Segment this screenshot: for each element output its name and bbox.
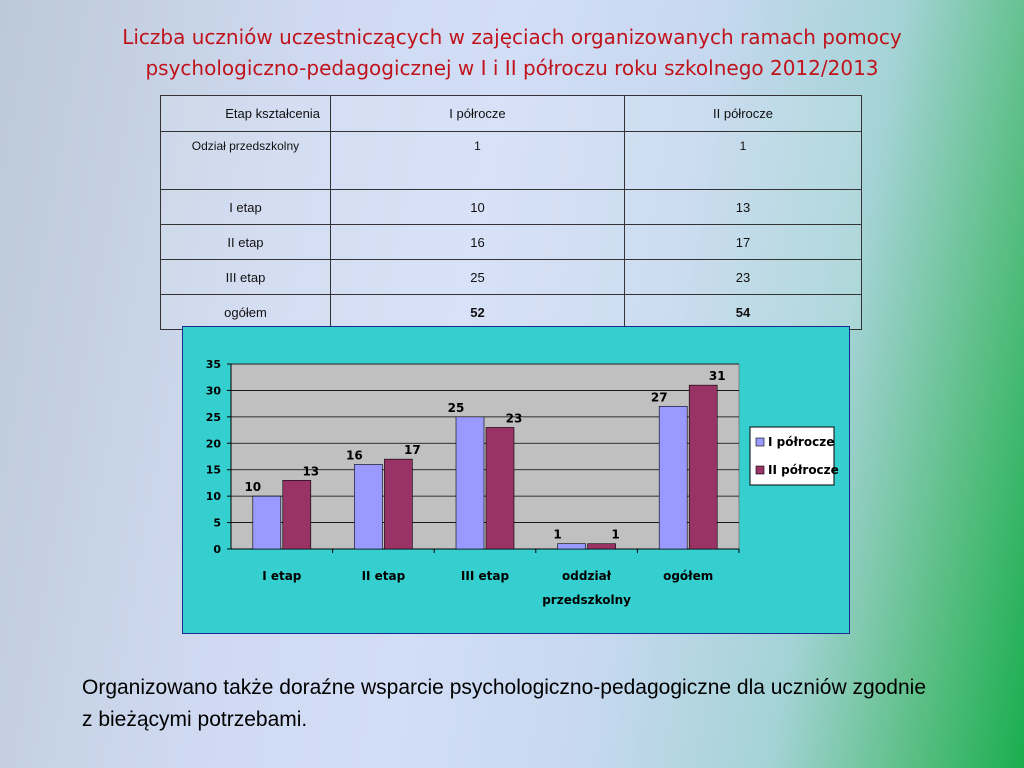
table-header-row <box>161 96 862 132</box>
legend-label: II półrocze <box>768 463 839 477</box>
row-label: Odział przedszkolny <box>161 132 331 190</box>
y-tick-label: 25 <box>205 410 221 424</box>
bar-ii-polrocze <box>486 427 514 549</box>
table-row <box>161 225 862 260</box>
bar-ii-polrocze <box>588 544 616 549</box>
bar-i-polrocze <box>253 496 281 549</box>
y-tick-label: 35 <box>205 358 221 371</box>
row-label: III etap <box>161 260 331 295</box>
chart-container <box>182 326 850 634</box>
x-tick-label: I etap <box>262 569 302 583</box>
y-tick-label: 5 <box>213 516 221 530</box>
row-label: ogółem <box>161 295 331 330</box>
row-value-ii: 23 <box>625 260 862 295</box>
y-tick-label: 15 <box>205 463 221 477</box>
bar-ii-polrocze <box>283 480 311 549</box>
data-label: 23 <box>505 411 523 426</box>
slide-title: Liczba uczniów uczestniczących w zajęciach organizowanych ramach pomocy psychologiczno-pedagogicznej w I i II półroczu roku szkolnego 2012/2013 <box>122 25 902 80</box>
bar-chart <box>183 327 849 633</box>
x-tick-label: przedszkolny <box>542 593 631 607</box>
y-tick-label: 10 <box>205 490 221 504</box>
row-value-ii: 13 <box>625 190 862 225</box>
y-tick-label: 20 <box>205 437 221 451</box>
row-value-ii: 54 <box>625 295 862 330</box>
bar-i-polrocze <box>659 406 687 549</box>
x-tick-label: II etap <box>361 569 406 583</box>
data-label: 31 <box>708 369 726 384</box>
table-row <box>161 260 862 295</box>
row-value-i: 1 <box>330 132 624 190</box>
row-label: I etap <box>161 190 331 225</box>
row-value-ii: 17 <box>625 225 862 260</box>
data-label: 10 <box>244 480 262 495</box>
legend-swatch <box>756 466 764 474</box>
y-tick-label: 0 <box>213 543 221 556</box>
data-label: 17 <box>404 443 421 458</box>
bar-i-polrocze <box>558 544 586 549</box>
data-label: 27 <box>650 390 668 405</box>
data-label: 13 <box>302 464 320 479</box>
data-label: 1 <box>611 527 620 542</box>
bar-i-polrocze <box>456 417 484 549</box>
data-label: 25 <box>447 400 465 415</box>
footer-note: Organizowano także doraźne wsparcie psychologiczno-pedagogiczne dla uczniów zgodnie z bieżącymi potrzebami. <box>82 676 927 731</box>
row-value-i: 52 <box>330 295 624 330</box>
row-value-ii: 1 <box>625 132 862 190</box>
table-row <box>161 190 862 225</box>
header-i-polrocze: I półrocze <box>330 96 624 132</box>
x-tick-label: ogółem <box>663 569 714 583</box>
row-value-i: 25 <box>330 260 624 295</box>
data-label: 1 <box>553 527 562 542</box>
bar-ii-polrocze <box>384 459 412 549</box>
row-label: II etap <box>161 225 331 260</box>
x-tick-label: III etap <box>460 569 510 583</box>
x-tick-label: oddział <box>562 569 612 583</box>
bar-i-polrocze <box>354 464 382 549</box>
header-ii-polrocze: II półrocze <box>625 96 862 132</box>
row-value-i: 10 <box>330 190 624 225</box>
bar-ii-polrocze <box>689 385 717 549</box>
legend-swatch <box>756 438 764 446</box>
table-row-total <box>161 295 862 330</box>
y-tick-label: 30 <box>205 384 221 398</box>
table-row <box>161 132 862 190</box>
header-etap: Etap kształcenia <box>161 96 331 132</box>
legend-label: I półrocze <box>768 435 835 449</box>
data-label: 16 <box>346 448 363 463</box>
data-table <box>160 95 862 330</box>
row-value-i: 16 <box>330 225 624 260</box>
